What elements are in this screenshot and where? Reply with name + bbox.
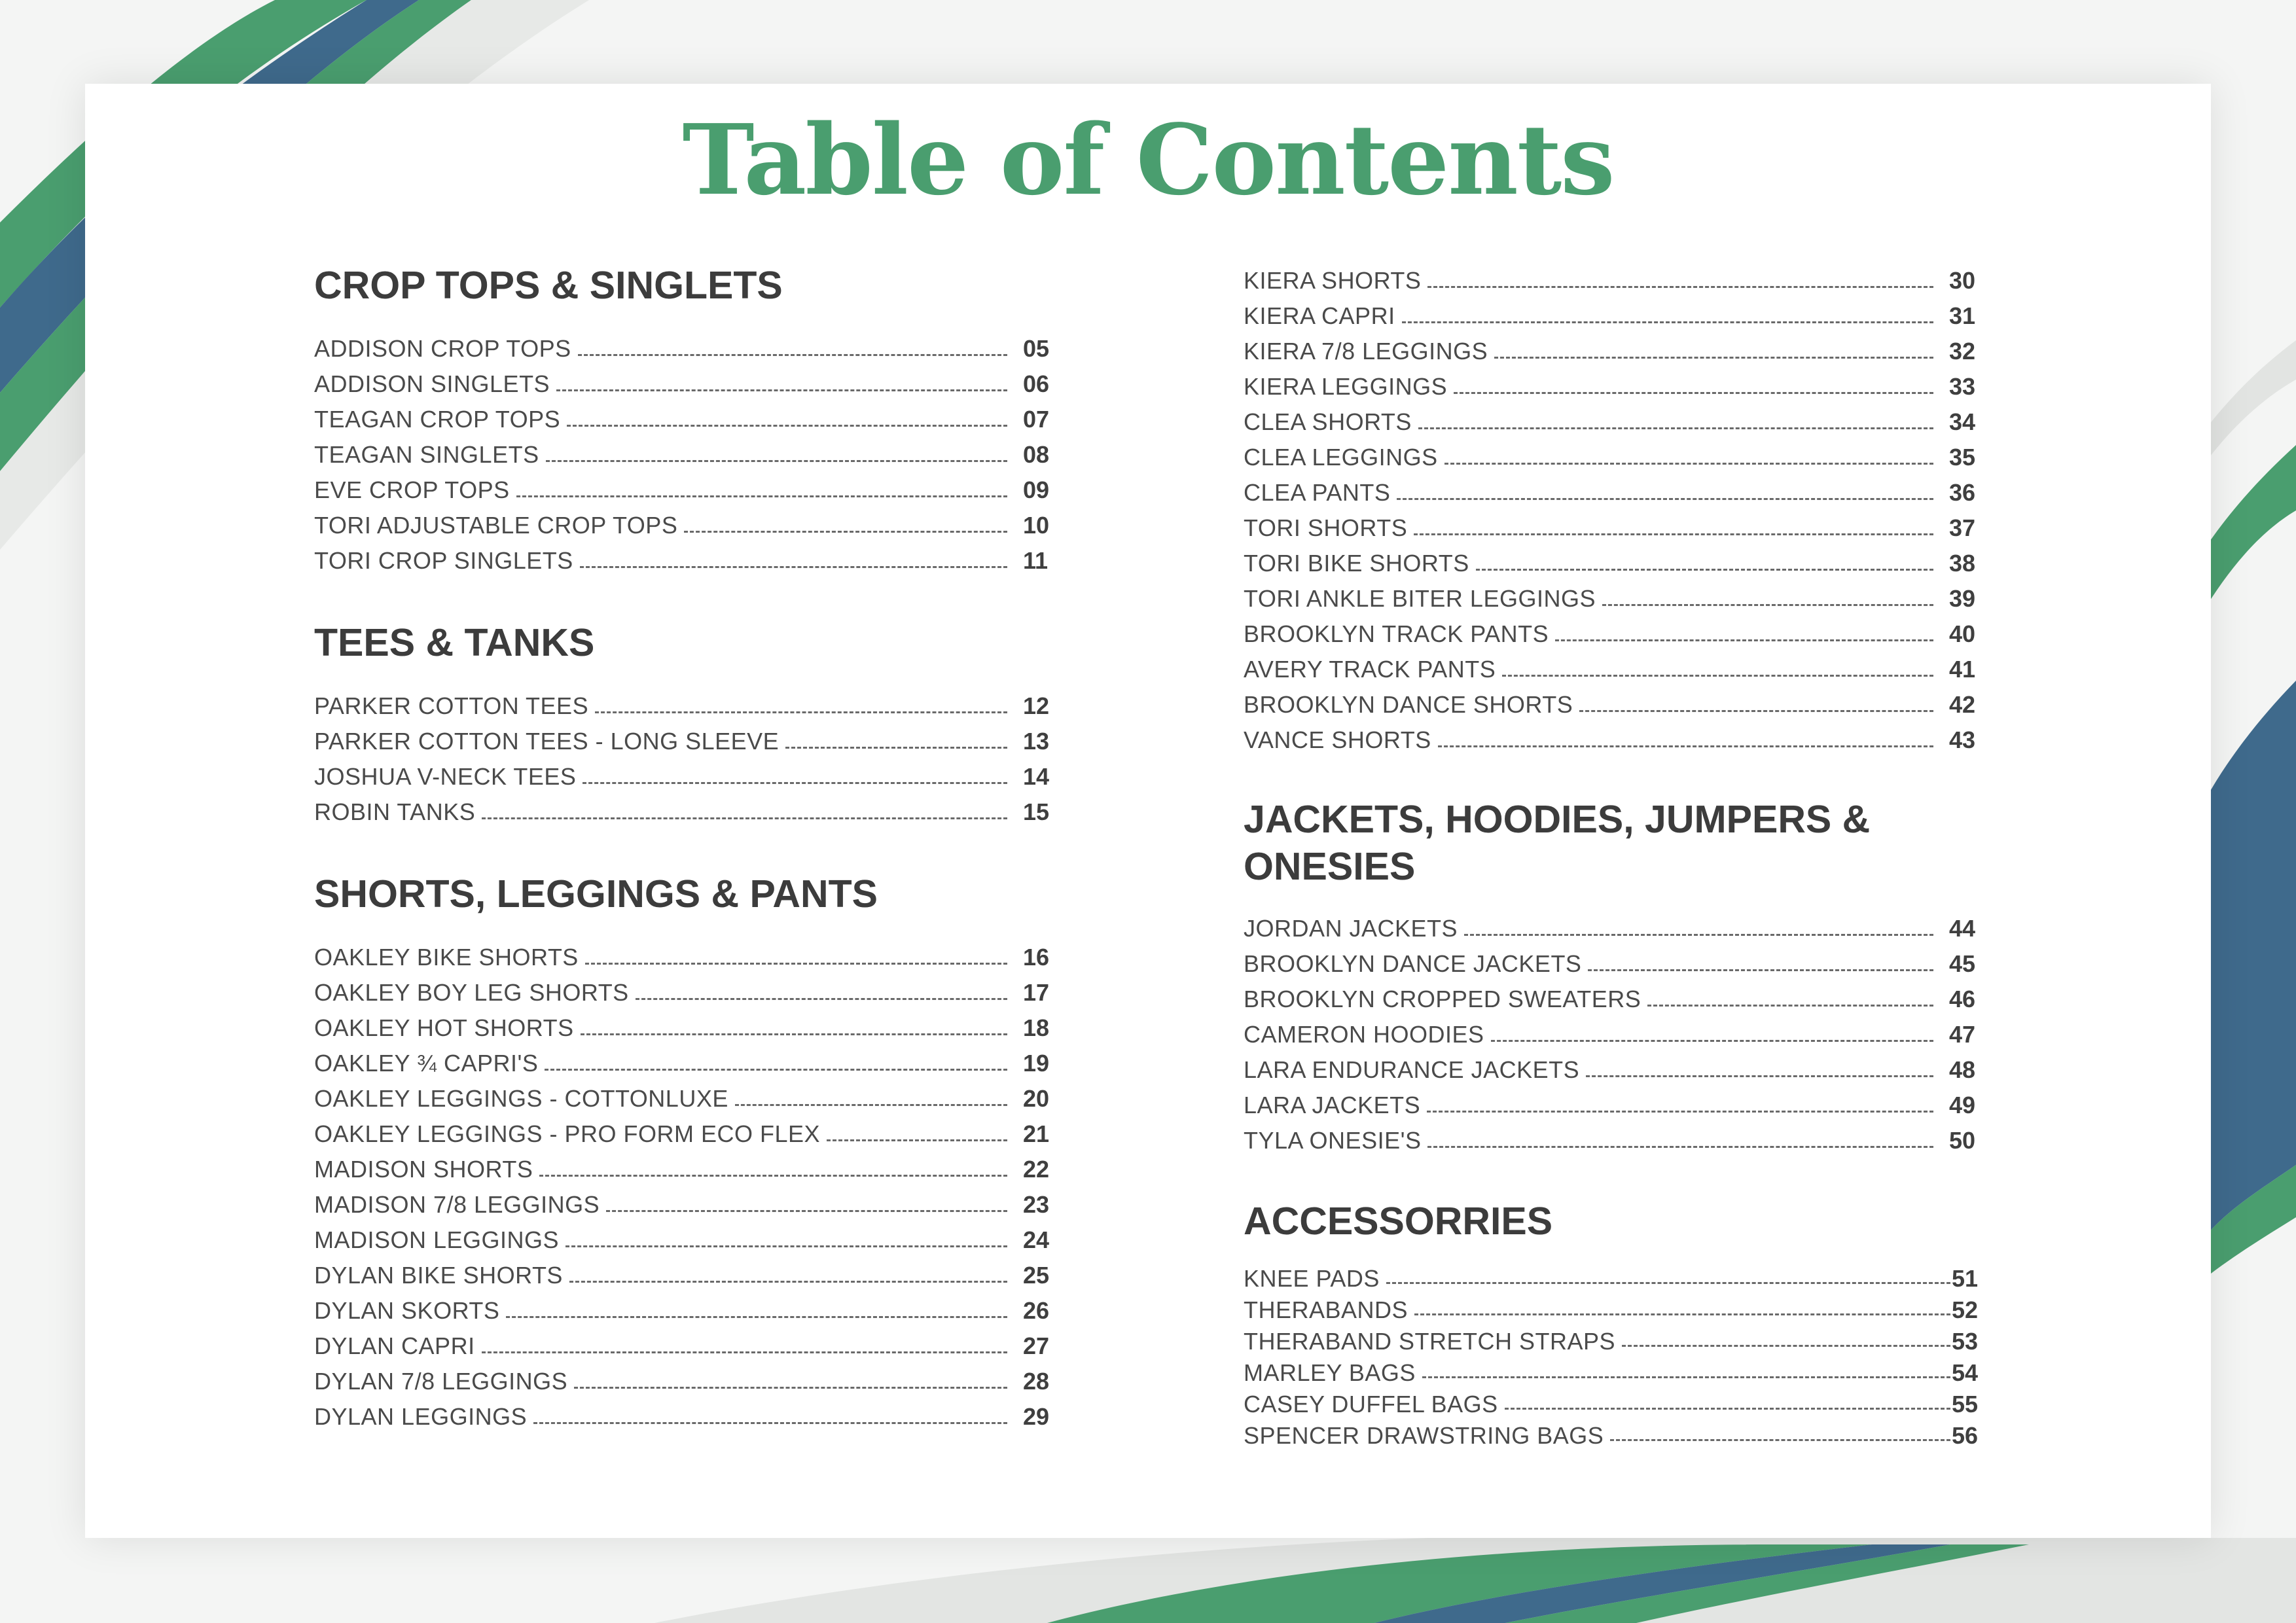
toc-entry-title: THERABANDS	[1244, 1296, 1408, 1323]
toc-entry-title: SPENCER DRAWSTRING BAGS	[1244, 1422, 1604, 1449]
toc-entry-title: ROBIN TANKS	[314, 798, 476, 825]
dot-leader	[636, 998, 1007, 1000]
section-heading-shorts-leggings: SHORTS, LEGGINGS & PANTS	[314, 872, 878, 916]
toc-entry[interactable]	[314, 940, 1057, 975]
toc-entry[interactable]	[1244, 1263, 1983, 1294]
toc-entry[interactable]	[314, 975, 1057, 1010]
toc-entry[interactable]	[1244, 1326, 1983, 1357]
toc-entry-title: JORDAN JACKETS	[1244, 915, 1458, 942]
toc-entry-page-number: 05	[1023, 335, 1050, 362]
toc-entry-page-number: 32	[1949, 338, 1976, 365]
toc-entry-title: OAKLEY HOT SHORTS	[314, 1014, 574, 1041]
toc-entry-title: MADISON 7/8 LEGGINGS	[314, 1191, 600, 1218]
toc-entry[interactable]	[314, 724, 1057, 759]
toc-entry-page-number: 16	[1023, 944, 1050, 971]
dot-leader	[1444, 463, 1933, 465]
dot-leader	[516, 495, 1007, 497]
toc-entry-page-number: 29	[1023, 1403, 1050, 1430]
toc-entry-page-number: 17	[1023, 979, 1050, 1006]
toc-entry-title: EVE CROP TOPS	[314, 476, 510, 503]
toc-right-column	[1244, 263, 1983, 1452]
dot-leader	[574, 1387, 1007, 1389]
toc-entry-page-number: 49	[1949, 1092, 1976, 1118]
toc-entry[interactable]	[1244, 334, 1983, 369]
toc-entry-title: BROOKLYN DANCE SHORTS	[1244, 691, 1573, 718]
dot-leader	[1602, 604, 1933, 606]
toc-entry-page-number: 51	[1952, 1265, 1979, 1292]
toc-entry-page-number: 14	[1023, 763, 1050, 790]
toc-entry-title: TORI ANKLE BITER LEGGINGS	[1244, 585, 1596, 612]
toc-entry-page-number: 46	[1949, 986, 1976, 1012]
toc-entry-page-number: 20	[1023, 1085, 1050, 1112]
dot-leader	[1586, 1075, 1933, 1077]
toc-entry-title: OAKLEY BOY LEG SHORTS	[314, 979, 629, 1006]
toc-entry-title: CLEA SHORTS	[1244, 408, 1412, 435]
toc-entry-title: BROOKLYN DANCE JACKETS	[1244, 950, 1582, 977]
toc-entry-title: KIERA 7/8 LEGGINGS	[1244, 338, 1488, 365]
dot-leader	[1397, 498, 1933, 500]
toc-entry[interactable]	[1244, 263, 1983, 298]
toc-entry[interactable]	[314, 508, 1057, 543]
dot-leader	[569, 1281, 1007, 1283]
toc-entry-title: TORI ADJUSTABLE CROP TOPS	[314, 512, 678, 539]
dot-leader	[1414, 1313, 1950, 1315]
toc-entry[interactable]	[314, 794, 1057, 830]
toc-entry-page-number: 07	[1023, 406, 1050, 433]
toc-entry-title: AVERY TRACK PANTS	[1244, 656, 1496, 683]
toc-entry-page-number: 38	[1949, 550, 1976, 577]
dot-leader	[583, 782, 1007, 784]
toc-entry[interactable]	[314, 1116, 1057, 1152]
section-entries-crop-tops	[314, 331, 1057, 579]
toc-entry[interactable]	[314, 437, 1057, 473]
section-entries-jackets-hoodies	[1244, 911, 1983, 1158]
toc-entry[interactable]	[314, 1152, 1057, 1187]
dot-leader	[1414, 533, 1933, 535]
dot-leader	[578, 354, 1007, 356]
toc-entry-page-number: 34	[1949, 408, 1976, 435]
dot-leader	[482, 817, 1007, 819]
toc-entry[interactable]	[314, 1046, 1057, 1081]
toc-entry-page-number: 53	[1952, 1328, 1979, 1355]
dot-leader	[580, 566, 1007, 568]
dot-leader	[1427, 1146, 1933, 1148]
toc-entry-title: TEAGAN CROP TOPS	[314, 406, 561, 433]
toc-entry-page-number: 41	[1949, 656, 1976, 683]
toc-entry-title: MADISON SHORTS	[314, 1156, 533, 1183]
toc-entry-title: ADDISON CROP TOPS	[314, 335, 571, 362]
dot-leader	[545, 1069, 1007, 1071]
toc-entry[interactable]	[314, 688, 1057, 724]
dot-leader	[1418, 427, 1933, 429]
toc-entry[interactable]	[1244, 369, 1983, 404]
toc-entry-page-number: 45	[1949, 950, 1976, 977]
toc-entry[interactable]	[1244, 911, 1983, 946]
toc-entry-title: BROOKLYN TRACK PANTS	[1244, 620, 1549, 647]
dot-leader	[482, 1351, 1007, 1353]
toc-entry-page-number: 09	[1023, 476, 1050, 503]
dot-leader	[1427, 1111, 1933, 1113]
toc-entry-page-number: 37	[1949, 514, 1976, 541]
toc-entry-title: DYLAN 7/8 LEGGINGS	[314, 1368, 568, 1395]
dot-leader	[1502, 675, 1933, 677]
dot-leader	[606, 1210, 1007, 1212]
toc-entry[interactable]	[314, 331, 1057, 366]
toc-entry-title: TORI SHORTS	[1244, 514, 1408, 541]
toc-entry[interactable]	[314, 366, 1057, 402]
toc-entry[interactable]	[1244, 1389, 1983, 1420]
toc-entry-title: KIERA CAPRI	[1244, 302, 1395, 329]
toc-entry[interactable]	[1244, 1294, 1983, 1326]
toc-entry-title: MADISON LEGGINGS	[314, 1226, 560, 1253]
toc-entry-title: CLEA LEGGINGS	[1244, 444, 1438, 471]
dot-leader	[585, 963, 1007, 965]
toc-entry-title: LARA JACKETS	[1244, 1092, 1421, 1118]
toc-entry-page-number: 12	[1023, 692, 1050, 719]
toc-entry-title: OAKLEY BIKE SHORTS	[314, 944, 579, 971]
toc-entry-title: TORI CROP SINGLETS	[314, 547, 573, 574]
dot-leader	[1505, 1408, 1950, 1410]
toc-entry-page-number: 47	[1949, 1021, 1976, 1048]
toc-entry[interactable]	[1244, 581, 1983, 616]
toc-entry-title: KIERA SHORTS	[1244, 267, 1422, 294]
toc-entry[interactable]	[314, 1081, 1057, 1116]
toc-entry[interactable]	[314, 759, 1057, 794]
toc-entry-page-number: 19	[1023, 1050, 1050, 1077]
dot-leader	[1386, 1282, 1950, 1284]
toc-entry[interactable]	[1244, 475, 1983, 510]
toc-entry-page-number: 33	[1949, 373, 1976, 400]
toc-entry[interactable]	[1244, 510, 1983, 546]
toc-entry-page-number: 55	[1952, 1391, 1979, 1418]
dot-leader	[1402, 321, 1933, 323]
dot-leader	[1438, 745, 1933, 747]
toc-entry-page-number: 06	[1023, 370, 1050, 397]
toc-entry[interactable]	[314, 1222, 1057, 1258]
toc-entry-page-number: 11	[1023, 547, 1049, 574]
toc-entry-page-number: 56	[1952, 1422, 1979, 1449]
dot-leader	[567, 425, 1007, 427]
toc-entry[interactable]	[314, 1329, 1057, 1364]
toc-entry-title: BROOKLYN CROPPED SWEATERS	[1244, 986, 1641, 1012]
section-heading-crop-tops: CROP TOPS & SINGLETS	[314, 264, 783, 307]
toc-entry[interactable]	[314, 1010, 1057, 1046]
toc-entry[interactable]	[1244, 946, 1983, 982]
toc-entry-page-number: 21	[1023, 1120, 1050, 1147]
section-entries-tees-tanks	[314, 688, 1057, 830]
dot-leader	[1622, 1345, 1950, 1347]
toc-entry-page-number: 42	[1949, 691, 1976, 718]
dot-leader	[1454, 392, 1933, 394]
toc-entry[interactable]	[1244, 1357, 1983, 1389]
dot-leader	[506, 1316, 1007, 1318]
toc-entry-title: CASEY DUFFEL BAGS	[1244, 1391, 1498, 1418]
toc-entry-title: DYLAN SKORTS	[314, 1297, 500, 1324]
toc-entry[interactable]	[314, 1364, 1057, 1399]
toc-entry-page-number: 24	[1023, 1226, 1050, 1253]
dot-leader	[546, 460, 1007, 462]
toc-entry-page-number: 50	[1949, 1127, 1976, 1154]
toc-entry-title: OAKLEY LEGGINGS - COTTONLUXE	[314, 1085, 728, 1112]
dot-leader	[565, 1245, 1007, 1247]
dot-leader	[1579, 710, 1933, 712]
dot-leader	[1647, 1005, 1933, 1007]
toc-left-column	[314, 262, 1057, 1435]
toc-entry-page-number: 26	[1023, 1297, 1050, 1324]
toc-entry-title: OAKLEY ¾ CAPRI'S	[314, 1050, 539, 1077]
dot-leader	[684, 531, 1007, 533]
toc-entry[interactable]	[1244, 440, 1983, 475]
section-heading-tees-tanks: TEES & TANKS	[314, 621, 595, 664]
toc-entry[interactable]	[1244, 652, 1983, 687]
dot-leader	[1610, 1439, 1950, 1441]
toc-entry-title: DYLAN BIKE SHORTS	[314, 1262, 563, 1289]
toc-entry-title: TEAGAN SINGLETS	[314, 441, 539, 468]
toc-entry-page-number: 22	[1023, 1156, 1050, 1183]
toc-entry-page-number: 08	[1023, 441, 1050, 468]
toc-entry-title: CAMERON HOODIES	[1244, 1021, 1484, 1048]
toc-entry[interactable]	[1244, 687, 1983, 722]
toc-entry[interactable]	[1244, 546, 1983, 581]
toc-entry[interactable]	[1244, 404, 1983, 440]
toc-entry-page-number: 10	[1023, 512, 1050, 539]
toc-entry-page-number: 18	[1023, 1014, 1050, 1041]
dot-leader	[533, 1422, 1007, 1424]
toc-entry-page-number: 40	[1949, 620, 1976, 647]
dot-leader	[581, 1033, 1007, 1035]
toc-entry-page-number: 36	[1949, 479, 1976, 506]
toc-entry-page-number: 15	[1023, 798, 1050, 825]
toc-entry-title: DYLAN LEGGINGS	[314, 1403, 528, 1430]
dot-leader	[827, 1139, 1007, 1141]
toc-entry-title: VANCE SHORTS	[1244, 726, 1431, 753]
toc-entry-page-number: 48	[1949, 1056, 1976, 1083]
toc-entry-title: THERABAND STRETCH STRAPS	[1244, 1328, 1616, 1355]
toc-entry-title: JOSHUA V-NECK TEES	[314, 763, 577, 790]
toc-entry-title: TYLA ONESIE'S	[1244, 1127, 1422, 1154]
dot-leader	[1427, 286, 1933, 288]
toc-entry-page-number: 44	[1949, 915, 1976, 942]
dot-leader	[595, 711, 1007, 713]
section-heading-accessories: ACCESSORRIES	[1244, 1200, 1553, 1243]
toc-entry-page-number: 54	[1952, 1359, 1979, 1386]
dot-leader	[1422, 1376, 1950, 1378]
toc-entry[interactable]	[1244, 1017, 1983, 1052]
section-heading-jackets-hoodies: JACKETS, HOODIES, JUMPERS & ONESIES	[1244, 798, 1871, 888]
toc-entry-page-number: 28	[1023, 1368, 1050, 1395]
toc-entry[interactable]	[314, 473, 1057, 508]
dot-leader	[1555, 639, 1933, 641]
toc-entry-title: OAKLEY LEGGINGS - PRO FORM ECO FLEX	[314, 1120, 821, 1147]
toc-entry-page-number: 23	[1023, 1191, 1050, 1218]
page-title: Table of Contents	[682, 103, 1614, 217]
toc-entry-page-number: 31	[1949, 302, 1976, 329]
dot-leader	[1491, 1040, 1933, 1042]
toc-entry[interactable]	[314, 1399, 1057, 1435]
toc-entry-title: PARKER COTTON TEES	[314, 692, 589, 719]
section-entries-accessories	[1244, 1263, 1983, 1452]
toc-entry[interactable]	[314, 1258, 1057, 1293]
toc-entry[interactable]	[1244, 1052, 1983, 1088]
toc-entry-title: LARA ENDURANCE JACKETS	[1244, 1056, 1580, 1083]
toc-entry[interactable]	[1244, 1123, 1983, 1158]
toc-entry-title: DYLAN CAPRI	[314, 1332, 475, 1359]
toc-entry[interactable]	[1244, 1088, 1983, 1123]
toc-entry-page-number: 30	[1949, 267, 1976, 294]
toc-entry-title: KIERA LEGGINGS	[1244, 373, 1448, 400]
section-entries-kiera-clea-tori	[1244, 263, 1983, 758]
section-entries-shorts-leggings	[314, 940, 1057, 1435]
toc-entry-page-number: 43	[1949, 726, 1976, 753]
toc-entry-page-number: 39	[1949, 585, 1976, 612]
toc-entry[interactable]	[314, 1293, 1057, 1329]
toc-entry[interactable]	[1244, 616, 1983, 652]
toc-entry-page-number: 52	[1952, 1296, 1979, 1323]
dot-leader	[1494, 357, 1933, 359]
toc-entry-page-number: 13	[1023, 728, 1050, 755]
toc-entry[interactable]	[1244, 982, 1983, 1017]
toc-entry-title: CLEA PANTS	[1244, 479, 1391, 506]
dot-leader	[1464, 934, 1933, 936]
toc-entry-page-number: 27	[1023, 1332, 1050, 1359]
toc-entry-page-number: 35	[1949, 444, 1976, 471]
toc-entry[interactable]	[1244, 722, 1983, 758]
toc-entry[interactable]	[1244, 1420, 1983, 1452]
toc-entry-title: PARKER COTTON TEES - LONG SLEEVE	[314, 728, 780, 755]
dot-leader	[1588, 969, 1933, 971]
toc-entry-title: ADDISON SINGLETS	[314, 370, 550, 397]
dot-leader	[735, 1104, 1007, 1106]
toc-entry[interactable]	[314, 1187, 1057, 1222]
dot-leader	[785, 747, 1007, 749]
toc-entry-title: MARLEY BAGS	[1244, 1359, 1416, 1386]
dot-leader	[539, 1175, 1007, 1177]
toc-entry[interactable]	[314, 402, 1057, 437]
toc-entry-title: KNEE PADS	[1244, 1265, 1380, 1292]
toc-entry[interactable]	[314, 543, 1057, 579]
toc-entry-title: TORI BIKE SHORTS	[1244, 550, 1469, 577]
dot-leader	[556, 389, 1007, 391]
dot-leader	[1476, 569, 1933, 571]
toc-entry[interactable]	[1244, 298, 1983, 334]
toc-entry-page-number: 25	[1023, 1262, 1050, 1289]
